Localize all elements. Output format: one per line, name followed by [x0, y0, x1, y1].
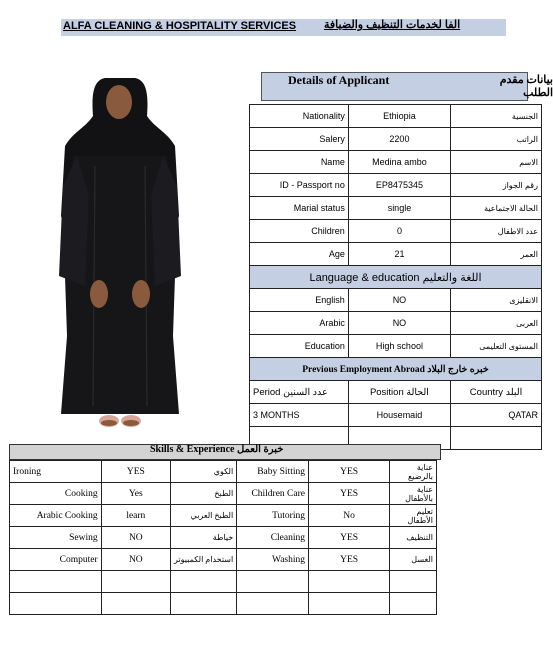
table-row [250, 105, 542, 128]
row-label-ar: عدد الاطفال [451, 220, 542, 243]
row-label: Arabic [250, 312, 349, 335]
table-row [250, 312, 542, 335]
skill-name: Tutoring [237, 505, 309, 527]
skill-name: Washing [237, 549, 309, 571]
table-row [250, 197, 542, 220]
row-label: Education [250, 335, 349, 358]
skill-name-ar: الغسل [390, 549, 437, 571]
period-header: Period عدد السنين [250, 381, 349, 404]
empty-cell [237, 593, 309, 615]
table-row [10, 483, 437, 505]
employment-section-title: Previous Employment Abroad خبره خارج البلاد [250, 358, 542, 381]
employment-header-row [250, 381, 542, 404]
skill-name-ar: الطبخ العربي [170, 505, 236, 527]
table-row [250, 128, 542, 151]
language-section-title: Language & education اللغة والتعليم [250, 266, 542, 289]
skill-value: YES [101, 461, 170, 483]
skill-name-ar: خياطة [170, 527, 236, 549]
skill-value: Yes [101, 483, 170, 505]
table-row [250, 289, 542, 312]
table-row [10, 571, 437, 593]
skill-value: YES [309, 461, 390, 483]
row-label-ar: الراتب [451, 128, 542, 151]
empty-cell [101, 571, 170, 593]
row-label: Name [250, 151, 349, 174]
country-value: QATAR [451, 404, 542, 427]
row-value: single [348, 197, 450, 220]
row-value: Ethiopia [348, 105, 450, 128]
row-value: Medina ambo [348, 151, 450, 174]
row-label: ID - Passport no [250, 174, 349, 197]
table-row [10, 527, 437, 549]
row-label-ar: رقم الجواز [451, 174, 542, 197]
details-title-en: Details of Applicant [288, 73, 390, 87]
period-value: 3 MONTHS [250, 404, 349, 427]
details-title-ar: بيانات مقدم الطلب [499, 74, 553, 99]
empty-cell [451, 427, 542, 450]
empty-cell [390, 571, 437, 593]
table-row [10, 549, 437, 571]
row-label: Salery [250, 128, 349, 151]
skill-value: YES [309, 483, 390, 505]
table-row [10, 593, 437, 615]
empty-cell [237, 571, 309, 593]
skill-value: learn [101, 505, 170, 527]
row-label-ar: الاسم [451, 151, 542, 174]
row-label: Nationality [250, 105, 349, 128]
table-row [250, 174, 542, 197]
table-row [250, 404, 542, 427]
skill-name: Baby Sitting [237, 461, 309, 483]
row-label-ar: الحالة الاجتماعية [451, 197, 542, 220]
row-value: NO [348, 312, 450, 335]
row-label: Age [250, 243, 349, 266]
company-name-ar: الفا لخدمات التنظيف والضيافة [324, 19, 461, 31]
skill-name-ar: الطبخ [170, 483, 236, 505]
table-row [10, 461, 437, 483]
position-header: Position الحالة [348, 381, 450, 404]
company-name-en: ALFA CLEANING & HOSPITALITY SERVICES [63, 20, 297, 32]
skill-name: Arabic Cooking [10, 505, 102, 527]
skill-name: Children Care [237, 483, 309, 505]
applicant-details-table [249, 104, 542, 450]
skill-value: YES [309, 549, 390, 571]
table-row [250, 335, 542, 358]
country-header: Country البلد [451, 381, 542, 404]
skill-value: NO [101, 549, 170, 571]
row-label: Marial status [250, 197, 349, 220]
row-label: Children [250, 220, 349, 243]
row-value: 0 [348, 220, 450, 243]
row-label-ar: العمر [451, 243, 542, 266]
row-value: High school [348, 335, 450, 358]
skill-name-ar: الكوي [170, 461, 236, 483]
skill-value: YES [309, 527, 390, 549]
skill-name: Cleaning [237, 527, 309, 549]
table-row [250, 151, 542, 174]
table-row [250, 220, 542, 243]
skill-name: Ironing [10, 461, 102, 483]
skills-table [9, 460, 437, 615]
row-label-ar: الانقليزى [451, 289, 542, 312]
row-label-ar: المستوى التعليمى [451, 335, 542, 358]
empty-cell [390, 593, 437, 615]
empty-cell [10, 571, 102, 593]
empty-cell [101, 593, 170, 615]
skill-value: NO [101, 527, 170, 549]
employment-section-header [250, 358, 542, 381]
language-section-header [250, 266, 542, 289]
skill-name: Computer [10, 549, 102, 571]
table-row [10, 505, 437, 527]
row-label: English [250, 289, 349, 312]
skill-name-ar: استخدام الكمبيوتر [170, 549, 236, 571]
empty-cell [309, 593, 390, 615]
empty-cell [10, 593, 102, 615]
row-label-ar: الجنسية [451, 105, 542, 128]
empty-cell [309, 571, 390, 593]
skill-value: No [309, 505, 390, 527]
row-value: 21 [348, 243, 450, 266]
skills-section-title: Skills & Experience خبرة العمل [150, 444, 284, 455]
row-value: EP8475345 [348, 174, 450, 197]
position-value: Housemaid [348, 404, 450, 427]
applicant-photo [55, 76, 185, 438]
skill-name: Sewing [10, 527, 102, 549]
row-value: 2200 [348, 128, 450, 151]
skill-name: Cooking [10, 483, 102, 505]
row-value: NO [348, 289, 450, 312]
table-row [250, 243, 542, 266]
skill-name-ar: تعليم الأطفال [390, 505, 437, 527]
skill-name-ar: التنظيف [390, 527, 437, 549]
skill-name-ar: عناية بالأطفال [390, 483, 437, 505]
skill-name-ar: عناية بالرضيع [390, 461, 437, 483]
row-label-ar: العربى [451, 312, 542, 335]
empty-cell [170, 593, 236, 615]
empty-cell [170, 571, 236, 593]
